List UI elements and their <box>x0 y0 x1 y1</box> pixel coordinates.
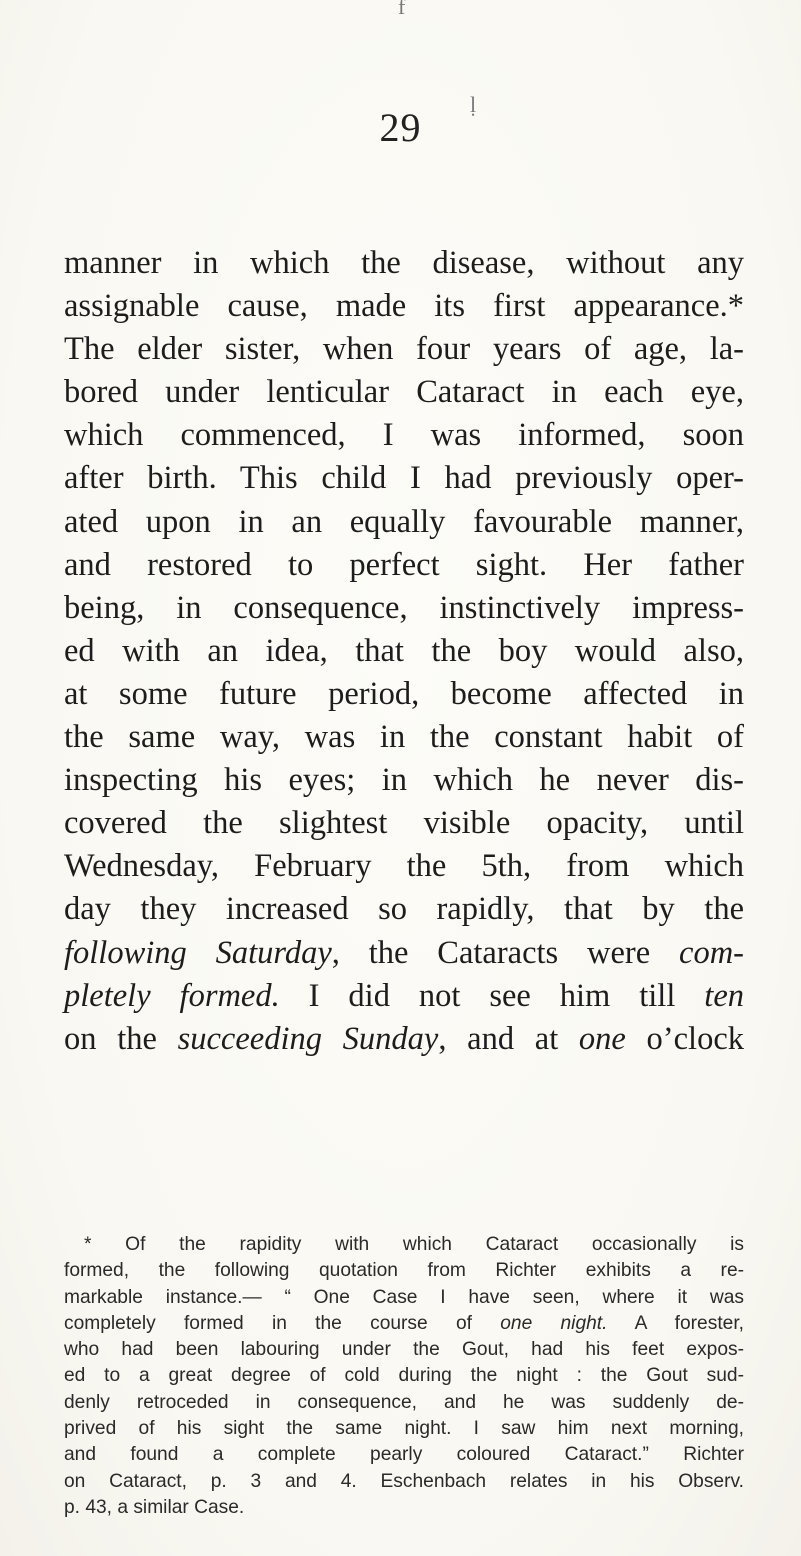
text-run: I did not see him till <box>279 977 705 1014</box>
text-line-mixed <box>64 975 744 1018</box>
footnote <box>64 1232 744 1521</box>
italic-phrase: one <box>578 1020 626 1057</box>
text-line: and restored to perfect sight. Her father <box>64 546 744 583</box>
text-run: on the <box>64 1020 178 1057</box>
text-run: A forester, <box>607 1312 744 1334</box>
text-line-mixed <box>64 1018 744 1061</box>
text-run: , the Cataracts were <box>331 934 680 971</box>
italic-phrase: pletely formed. <box>64 977 280 1014</box>
footnote-line: formed, the following quotation from Richter exhibits a re- <box>64 1260 744 1282</box>
text-line: manner in which the disease, without any <box>64 245 744 281</box>
italic-phrase: one night. <box>500 1312 608 1334</box>
text-line: which commenced, I was informed, soon <box>64 417 744 454</box>
footnote-line: * Of the rapidity with which Cataract occasionally is <box>84 1234 744 1255</box>
text-line: being, in consequence, instinctively impress- <box>64 589 744 626</box>
italic-phrase: following Saturday <box>64 934 332 971</box>
footnote-line-mixed <box>64 1311 744 1337</box>
text-line: the same way, was in the constant habit of <box>64 719 744 756</box>
footnote-line: markable instance.— “ One Case I have seen, where it was <box>64 1286 744 1308</box>
text-line: inspecting his eyes; in which he never dis- <box>64 762 744 799</box>
page-number: 29 <box>379 105 422 150</box>
text-line: bored under lenticular Cataract in each eye, <box>64 374 744 411</box>
footnote-line: denly retroceded in consequence, and he was suddenly de- <box>64 1391 744 1413</box>
text-line: assignable cause, made its first appearance.* <box>64 288 744 325</box>
text-line: day they increased so rapidly, that by the <box>64 891 744 928</box>
text-line: covered the slightest visible opacity, until <box>64 805 744 842</box>
text-run: o’clock <box>625 1020 744 1057</box>
text-line: at some future period, become affected in <box>64 675 744 712</box>
italic-phrase: ten <box>704 977 745 1014</box>
text-line-mixed <box>64 932 744 975</box>
stray-mark-header: ḷ <box>470 92 477 117</box>
text-line: ed with an idea, that the boy would also, <box>64 632 744 669</box>
italic-phrase: succeeding Sunday <box>177 1020 439 1057</box>
footnote-line: p. 43, a similar Case. <box>64 1496 245 1518</box>
footnote-line: prived of his sight the same night. I saw him next morning, <box>64 1418 744 1440</box>
main-text <box>64 242 744 1061</box>
footnote-line: and found a complete pearly coloured Cataract.” Richter <box>64 1444 744 1466</box>
italic-phrase: com- <box>679 934 744 971</box>
text-run: , and at <box>438 1020 579 1057</box>
text-line: ated upon in an equally favourable manner, <box>64 503 744 540</box>
text-line: Wednesday, February the 5th, from which <box>64 848 744 885</box>
text-line: after birth. This child I had previously oper- <box>64 460 744 497</box>
footnote-line: who had been labouring under the Gout, had his feet expos- <box>64 1339 744 1361</box>
text-run: completely formed in the course of <box>64 1312 501 1334</box>
stray-mark-top: f <box>398 0 406 19</box>
footnote-line: on Cataract, p. 3 and 4. Eschenbach relates in his Observ. <box>64 1470 744 1492</box>
footnote-line: ed to a great degree of cold during the night : the Gout sud- <box>64 1365 744 1387</box>
text-line: The elder sister, when four years of age, la- <box>64 331 744 368</box>
